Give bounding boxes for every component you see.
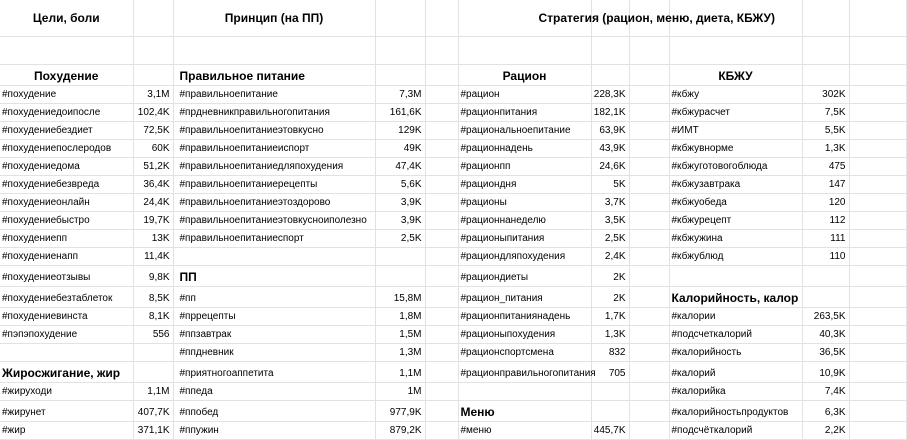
- count-cell[interactable]: 407,7K: [133, 401, 173, 422]
- count-cell[interactable]: 3,9K: [375, 212, 425, 230]
- cell[interactable]: [425, 37, 458, 65]
- table-row: [0, 86, 906, 104]
- cell[interactable]: [802, 65, 849, 86]
- cell[interactable]: [591, 383, 629, 401]
- hashtag-cell[interactable]: #похудениенапп: [0, 248, 133, 266]
- cell[interactable]: [133, 37, 173, 65]
- count-cell[interactable]: 1,3K: [591, 326, 629, 344]
- table-row: [0, 176, 906, 194]
- section-title-kaloriynost[interactable]: Калорийность, калор: [669, 287, 802, 308]
- header-strategy-text: Стратегия (рацион, меню, диета, КБЖУ): [538, 10, 776, 25]
- cell[interactable]: [425, 248, 458, 266]
- hashtag-cell[interactable]: #похудение: [0, 86, 133, 104]
- blank-row: [0, 37, 906, 65]
- cell[interactable]: [849, 140, 906, 158]
- cell[interactable]: [629, 140, 669, 158]
- count-cell[interactable]: 6,3K: [802, 401, 849, 422]
- count-cell[interactable]: 1,1M: [375, 362, 425, 383]
- count-cell[interactable]: 13K: [133, 230, 173, 248]
- cell[interactable]: [0, 37, 133, 65]
- cell[interactable]: [425, 266, 458, 287]
- hashtag-cell[interactable]: #калорийность: [669, 344, 802, 362]
- table-row: [0, 344, 906, 362]
- table-row: [0, 212, 906, 230]
- count-cell[interactable]: 3,1M: [133, 86, 173, 104]
- hashtag-cell[interactable]: #пррецепты: [173, 308, 375, 326]
- cell[interactable]: [849, 212, 906, 230]
- count-cell[interactable]: 24,4K: [133, 194, 173, 212]
- cell[interactable]: [669, 37, 802, 65]
- cell[interactable]: [173, 37, 375, 65]
- section-title-kbzhu[interactable]: КБЖУ: [669, 65, 802, 86]
- count-cell[interactable]: 182,1K: [591, 104, 629, 122]
- table-row: [0, 140, 906, 158]
- table-row: [0, 158, 906, 176]
- table-row: [0, 230, 906, 248]
- section-title-zhiroszhiganie[interactable]: Жиросжигание, жир: [0, 362, 133, 383]
- hashtag-cell[interactable]: #кбжу: [669, 86, 802, 104]
- cell[interactable]: [629, 37, 669, 65]
- hashtag-cell[interactable]: #рационнадень: [458, 140, 591, 158]
- cell[interactable]: [591, 401, 629, 422]
- hashtag-cell[interactable]: #кбжурасчет: [669, 104, 802, 122]
- hashtag-cell[interactable]: #рационпитания: [458, 104, 591, 122]
- hashtag-cell[interactable]: #жирунет: [0, 401, 133, 422]
- count-cell[interactable]: 1,5M: [375, 326, 425, 344]
- hashtag-cell[interactable]: #подсчеткалорий: [669, 326, 802, 344]
- count-cell[interactable]: 24,6K: [591, 158, 629, 176]
- cell[interactable]: [425, 212, 458, 230]
- hashtag-cell[interactable]: #приятногоаппетита: [173, 362, 375, 383]
- cell[interactable]: [849, 383, 906, 401]
- cell[interactable]: [458, 383, 591, 401]
- table-row: [0, 326, 906, 344]
- count-cell[interactable]: 5,5K: [802, 122, 849, 140]
- cell[interactable]: [629, 383, 669, 401]
- cell[interactable]: [849, 37, 906, 65]
- cell[interactable]: [0, 344, 133, 362]
- hashtag-cell[interactable]: #рациональноепитание: [458, 122, 591, 140]
- table-row: [0, 266, 906, 287]
- table-row: [0, 194, 906, 212]
- count-cell[interactable]: 5K: [591, 176, 629, 194]
- cell[interactable]: [849, 344, 906, 362]
- cell[interactable]: [425, 176, 458, 194]
- cell[interactable]: [425, 86, 458, 104]
- hashtag-cell[interactable]: #похудениедома: [0, 158, 133, 176]
- cell[interactable]: [425, 158, 458, 176]
- count-cell[interactable]: 19,7K: [133, 212, 173, 230]
- header-goals[interactable]: Цели, боли: [0, 0, 133, 37]
- hashtag-cell[interactable]: #пpдневникправильногопитания: [173, 104, 375, 122]
- cell[interactable]: [629, 401, 669, 422]
- cell[interactable]: [629, 248, 669, 266]
- cell[interactable]: [425, 0, 458, 37]
- hashtag-cell[interactable]: #рацион_питания: [458, 287, 591, 308]
- count-cell[interactable]: 263,5K: [802, 308, 849, 326]
- hashtag-cell[interactable]: #правильноепитаниедляпохудения: [173, 158, 375, 176]
- hashtag-cell[interactable]: #рационы: [458, 194, 591, 212]
- hashtag-cell[interactable]: #калорийка: [669, 383, 802, 401]
- count-cell[interactable]: 36,5K: [802, 344, 849, 362]
- cell[interactable]: [849, 401, 906, 422]
- cell[interactable]: [375, 65, 425, 86]
- cell[interactable]: [425, 287, 458, 308]
- hashtag-cell[interactable]: #кбжуобеда: [669, 194, 802, 212]
- cell[interactable]: [375, 266, 425, 287]
- hashtag-cell[interactable]: #подсчёткалорий: [669, 422, 802, 440]
- count-cell[interactable]: 2,5K: [591, 230, 629, 248]
- cell[interactable]: [849, 122, 906, 140]
- cell[interactable]: [375, 0, 425, 37]
- count-cell[interactable]: 102,4K: [133, 104, 173, 122]
- header-row: [0, 0, 906, 37]
- section-title-pravilnoe-pitanie[interactable]: Правильное питание: [173, 65, 375, 86]
- count-cell[interactable]: 36,4K: [133, 176, 173, 194]
- section-title-pohudenie[interactable]: Похудение: [0, 65, 133, 86]
- hashtag-cell[interactable]: #рационыпохудения: [458, 326, 591, 344]
- cell[interactable]: [425, 401, 458, 422]
- count-cell[interactable]: 63,9K: [591, 122, 629, 140]
- cell[interactable]: [591, 65, 629, 86]
- count-cell[interactable]: 2,2K: [802, 422, 849, 440]
- cell[interactable]: [629, 266, 669, 287]
- hashtag-cell[interactable]: #похудениепп: [0, 230, 133, 248]
- count-cell[interactable]: 1,8M: [375, 308, 425, 326]
- count-cell[interactable]: 1,3M: [375, 344, 425, 362]
- hashtag-cell[interactable]: #пэпэпохудение: [0, 326, 133, 344]
- cell[interactable]: [629, 212, 669, 230]
- count-cell[interactable]: 7,4K: [802, 383, 849, 401]
- cell[interactable]: [133, 362, 173, 383]
- header-principle[interactable]: Принцип (на ПП): [173, 0, 375, 37]
- count-cell[interactable]: 161,6K: [375, 104, 425, 122]
- section-title-racion[interactable]: Рацион: [458, 65, 591, 86]
- count-cell[interactable]: 3,7K: [591, 194, 629, 212]
- cell[interactable]: [802, 287, 849, 308]
- cell[interactable]: [849, 248, 906, 266]
- cell[interactable]: [629, 422, 669, 440]
- count-cell[interactable]: 371,1K: [133, 422, 173, 440]
- hashtag-cell[interactable]: #похудениеонлайн: [0, 194, 133, 212]
- cell[interactable]: [375, 37, 425, 65]
- cell[interactable]: [629, 65, 669, 86]
- count-cell[interactable]: 72,5K: [133, 122, 173, 140]
- hashtag-cell[interactable]: #рациондляпохудения: [458, 248, 591, 266]
- cell[interactable]: [629, 86, 669, 104]
- cell[interactable]: [425, 422, 458, 440]
- count-cell[interactable]: 7,5K: [802, 104, 849, 122]
- count-cell[interactable]: 2K: [591, 287, 629, 308]
- hashtag-cell[interactable]: #похудениедоипосле: [0, 104, 133, 122]
- count-cell[interactable]: 110: [802, 248, 849, 266]
- count-cell[interactable]: 60K: [133, 140, 173, 158]
- cell[interactable]: [425, 344, 458, 362]
- cell[interactable]: [849, 86, 906, 104]
- count-cell[interactable]: 51,2K: [133, 158, 173, 176]
- hashtag-cell[interactable]: #кбжузавтрака: [669, 176, 802, 194]
- hashtag-cell[interactable]: #похудениебезвреда: [0, 176, 133, 194]
- hashtag-cell[interactable]: #кбжувнорме: [669, 140, 802, 158]
- hashtag-cell[interactable]: #ппобед: [173, 401, 375, 422]
- count-cell[interactable]: 1,3K: [802, 140, 849, 158]
- hashtag-cell[interactable]: #жируходи: [0, 383, 133, 401]
- cell[interactable]: [802, 37, 849, 65]
- count-cell[interactable]: 2K: [591, 266, 629, 287]
- count-cell[interactable]: 705: [591, 362, 629, 383]
- count-cell[interactable]: 228,3K: [591, 86, 629, 104]
- count-cell[interactable]: 129K: [375, 122, 425, 140]
- cell[interactable]: [425, 65, 458, 86]
- cell[interactable]: [133, 0, 173, 37]
- section-title-pp[interactable]: ПП: [173, 266, 375, 287]
- cell[interactable]: [629, 308, 669, 326]
- count-cell[interactable]: 10,9K: [802, 362, 849, 383]
- count-cell[interactable]: 2,5K: [375, 230, 425, 248]
- header-strategy[interactable]: [458, 0, 776, 37]
- hashtag-cell[interactable]: #жир: [0, 422, 133, 440]
- hashtag-cell[interactable]: #рационыпитания: [458, 230, 591, 248]
- count-cell[interactable]: 120: [802, 194, 849, 212]
- cell[interactable]: [133, 65, 173, 86]
- hashtag-cell[interactable]: #кбжужина: [669, 230, 802, 248]
- cell[interactable]: [425, 104, 458, 122]
- count-cell[interactable]: 879,2K: [375, 422, 425, 440]
- count-cell[interactable]: 475: [802, 158, 849, 176]
- cell[interactable]: [849, 65, 906, 86]
- cell[interactable]: [458, 37, 591, 65]
- hashtag-cell[interactable]: #похудениебезтаблеток: [0, 287, 133, 308]
- cell[interactable]: [849, 326, 906, 344]
- cell[interactable]: [629, 122, 669, 140]
- cell[interactable]: [425, 194, 458, 212]
- hashtag-cell[interactable]: #правильноепитаниеэтовкусноиполезно: [173, 212, 375, 230]
- cell[interactable]: [629, 344, 669, 362]
- cell[interactable]: [425, 308, 458, 326]
- cell[interactable]: [849, 194, 906, 212]
- cell[interactable]: [629, 230, 669, 248]
- count-cell[interactable]: 832: [591, 344, 629, 362]
- table-row: [0, 122, 906, 140]
- count-cell[interactable]: 111: [802, 230, 849, 248]
- count-cell[interactable]: 11,4K: [133, 248, 173, 266]
- hashtag-cell[interactable]: #ИМТ: [669, 122, 802, 140]
- count-cell[interactable]: 7,3M: [375, 86, 425, 104]
- hashtag-cell[interactable]: #рациондиеты: [458, 266, 591, 287]
- cell[interactable]: [669, 266, 802, 287]
- count-cell[interactable]: 47,4K: [375, 158, 425, 176]
- count-cell[interactable]: 9,8K: [133, 266, 173, 287]
- hashtag-cell[interactable]: #калории: [669, 308, 802, 326]
- cell[interactable]: [802, 0, 849, 37]
- cell[interactable]: [629, 176, 669, 194]
- hashtag-cell[interactable]: #кбжублюд: [669, 248, 802, 266]
- section-row: [0, 65, 906, 86]
- cell[interactable]: [629, 362, 669, 383]
- count-cell[interactable]: 1,7K: [591, 308, 629, 326]
- hashtag-cell[interactable]: #правильноепитаниерецепты: [173, 176, 375, 194]
- count-cell[interactable]: 3,5K: [591, 212, 629, 230]
- cell[interactable]: [849, 0, 906, 37]
- cell[interactable]: [849, 308, 906, 326]
- table-row: [0, 362, 906, 383]
- cell[interactable]: [849, 362, 906, 383]
- cell[interactable]: [629, 158, 669, 176]
- cell[interactable]: [629, 326, 669, 344]
- hashtag-cell[interactable]: #рационправильногопитания: [458, 362, 591, 383]
- section-title-menyu[interactable]: Меню: [458, 401, 591, 422]
- count-cell[interactable]: 2,4K: [591, 248, 629, 266]
- table-row: [0, 383, 906, 401]
- count-cell[interactable]: 147: [802, 176, 849, 194]
- cell[interactable]: [133, 344, 173, 362]
- hashtag-cell[interactable]: #похудениевинста: [0, 308, 133, 326]
- hashtag-cell[interactable]: #рациондня: [458, 176, 591, 194]
- table-row: [0, 287, 906, 308]
- cell[interactable]: [629, 194, 669, 212]
- count-cell[interactable]: 445,7K: [591, 422, 629, 440]
- count-cell[interactable]: 5,6K: [375, 176, 425, 194]
- cell[interactable]: [849, 176, 906, 194]
- hashtag-cell[interactable]: #рацион: [458, 86, 591, 104]
- count-cell[interactable]: 3,9K: [375, 194, 425, 212]
- hashtag-cell[interactable]: #правильноепитаниеэтовкусно: [173, 122, 375, 140]
- cell[interactable]: [849, 287, 906, 308]
- cell[interactable]: [375, 248, 425, 266]
- hashtag-cell[interactable]: #правильноепитание: [173, 86, 375, 104]
- table-row: [0, 308, 906, 326]
- count-cell[interactable]: 977,9K: [375, 401, 425, 422]
- cell[interactable]: [425, 140, 458, 158]
- hashtag-cell[interactable]: #правильноепитаниеспорт: [173, 230, 375, 248]
- hashtag-cell[interactable]: #пп: [173, 287, 375, 308]
- count-cell[interactable]: 112: [802, 212, 849, 230]
- hashtag-cell[interactable]: #правильноепитаниеиспорт: [173, 140, 375, 158]
- hashtag-cell[interactable]: #похудениебездиет: [0, 122, 133, 140]
- hashtag-cell[interactable]: #рационпп: [458, 158, 591, 176]
- count-cell[interactable]: 1,1M: [133, 383, 173, 401]
- cell[interactable]: [425, 230, 458, 248]
- hashtag-cell[interactable]: #ппужин: [173, 422, 375, 440]
- hashtag-cell[interactable]: #правильноепитаниеэтоздорово: [173, 194, 375, 212]
- cell[interactable]: [849, 158, 906, 176]
- hashtag-cell[interactable]: #похудениеотзывы: [0, 266, 133, 287]
- table-row: [0, 248, 906, 266]
- cell[interactable]: [173, 248, 375, 266]
- hashtag-cell[interactable]: #похудениебыстро: [0, 212, 133, 230]
- cell[interactable]: [849, 104, 906, 122]
- table-row: [0, 104, 906, 122]
- cell[interactable]: [591, 37, 629, 65]
- hashtag-cell[interactable]: #меню: [458, 422, 591, 440]
- cell[interactable]: [629, 287, 669, 308]
- hashtag-cell[interactable]: #рационнанеделю: [458, 212, 591, 230]
- cell[interactable]: [849, 230, 906, 248]
- count-cell[interactable]: 1M: [375, 383, 425, 401]
- cell[interactable]: [849, 266, 906, 287]
- hashtag-cell[interactable]: #рационспортсмена: [458, 344, 591, 362]
- count-cell[interactable]: 8,5K: [133, 287, 173, 308]
- cell[interactable]: [802, 266, 849, 287]
- hashtag-cell[interactable]: #похудениепослеродов: [0, 140, 133, 158]
- hashtag-cell[interactable]: #ппзавтрак: [173, 326, 375, 344]
- hashtag-cell[interactable]: #кбжуготовогоблюда: [669, 158, 802, 176]
- cell[interactable]: [425, 122, 458, 140]
- hashtag-cell[interactable]: #калорийностьпродуктов: [669, 401, 802, 422]
- count-cell[interactable]: 40,3K: [802, 326, 849, 344]
- count-cell[interactable]: 15,8M: [375, 287, 425, 308]
- cell[interactable]: [425, 362, 458, 383]
- hashtag-cell[interactable]: #рационпитаниянадень: [458, 308, 591, 326]
- count-cell[interactable]: 556: [133, 326, 173, 344]
- cell[interactable]: [629, 104, 669, 122]
- count-cell[interactable]: 43,9K: [591, 140, 629, 158]
- count-cell[interactable]: 49K: [375, 140, 425, 158]
- count-cell[interactable]: 302K: [802, 86, 849, 104]
- hashtag-cell[interactable]: #кбжурецепт: [669, 212, 802, 230]
- hashtag-cell[interactable]: #ппеда: [173, 383, 375, 401]
- cell[interactable]: [849, 422, 906, 440]
- hashtag-cell[interactable]: #ппдневник: [173, 344, 375, 362]
- count-cell[interactable]: 8,1K: [133, 308, 173, 326]
- table-row: [0, 401, 906, 422]
- table-row: [0, 422, 906, 440]
- cell[interactable]: [425, 326, 458, 344]
- hashtag-cell[interactable]: #калорий: [669, 362, 802, 383]
- cell[interactable]: [425, 383, 458, 401]
